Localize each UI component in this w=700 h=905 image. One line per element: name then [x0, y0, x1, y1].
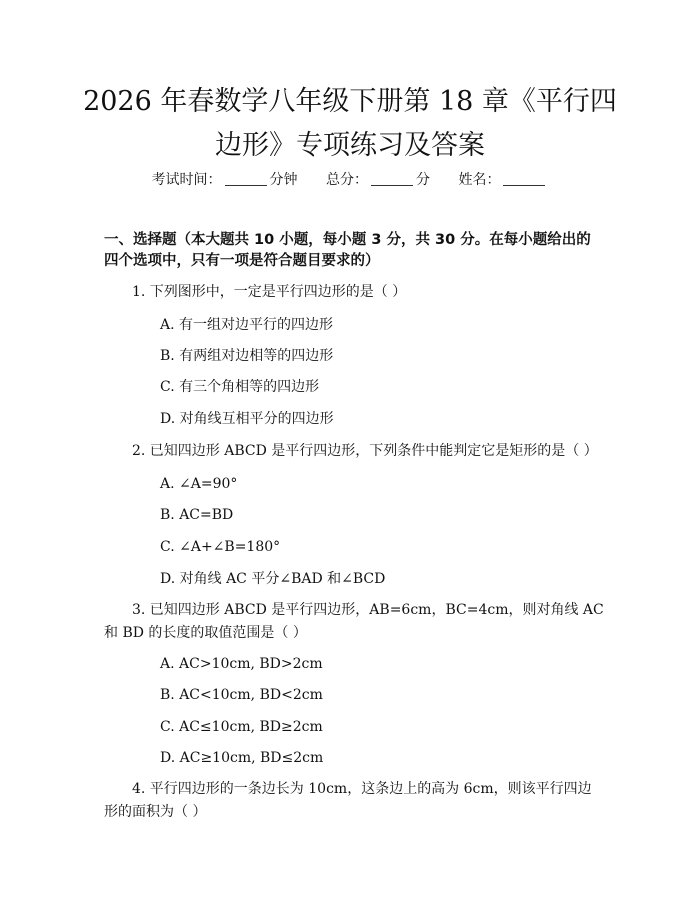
option: C. 有三个角相等的四边形: [160, 379, 320, 395]
score-label: 总分：: [326, 172, 368, 188]
score-blank: [371, 171, 413, 186]
option: D. AC≥10cm, BD≤2cm: [160, 750, 324, 766]
name-blank: [503, 171, 545, 186]
question-stem: 1. 下列图形中，一定是平行四边形的是（ ）: [132, 284, 407, 300]
name-label: 姓名：: [458, 172, 501, 188]
name-field: [458, 169, 548, 189]
question-stem: 4. 平行四边形的一条边长为 10cm，这条边上的高为 6cm，则该平行四边形的面积为（ ）: [104, 781, 592, 820]
time-field: [152, 169, 298, 189]
option: A. ∠A=90°: [160, 476, 238, 492]
option: A. 有一组对边平行的四边形: [160, 317, 334, 333]
time-blank: [225, 171, 267, 186]
question-stem: 3. 已知四边形 ABCD 是平行四边形，AB=6cm，BC=4cm，则对角线 AC 和 BD 的长度的取值范围是（ ）: [104, 602, 604, 641]
question-stem: 2. 已知四边形 ABCD 是平行四边形，下列条件中能判定它是矩形的是（ ）: [132, 443, 598, 459]
option: B. AC<10cm, BD<2cm: [160, 687, 323, 703]
page-title: [60, 80, 640, 168]
option: C. ∠A+∠B=180°: [160, 539, 281, 555]
time-unit: 分钟: [269, 172, 298, 188]
option: C. AC≤10cm, BD≥2cm: [160, 719, 323, 735]
section-heading: 一、选择题（本大题共 10 小题，每小题 3 分，共 30 分。在每小题给出的四个选项中，只有一项是符合题目要求的）: [104, 232, 591, 269]
exam-info: [0, 169, 700, 189]
score-field: [326, 169, 430, 189]
option: D. 对角线 AC 平分∠BAD 和∠BCD: [160, 571, 386, 587]
title-line-2: 边形》专项练习及答案: [215, 130, 485, 161]
option: B. 有两组对边相等的四边形: [160, 348, 334, 364]
option: D. 对角线互相平分的四边形: [160, 411, 334, 427]
title-line-1: 2026 年春数学八年级下册第 18 章《平行四: [83, 86, 617, 117]
option: A. AC>10cm, BD>2cm: [160, 656, 323, 672]
option: B. AC=BD: [160, 507, 234, 523]
score-unit: 分: [416, 172, 430, 188]
time-label: 考试时间：: [151, 172, 222, 188]
